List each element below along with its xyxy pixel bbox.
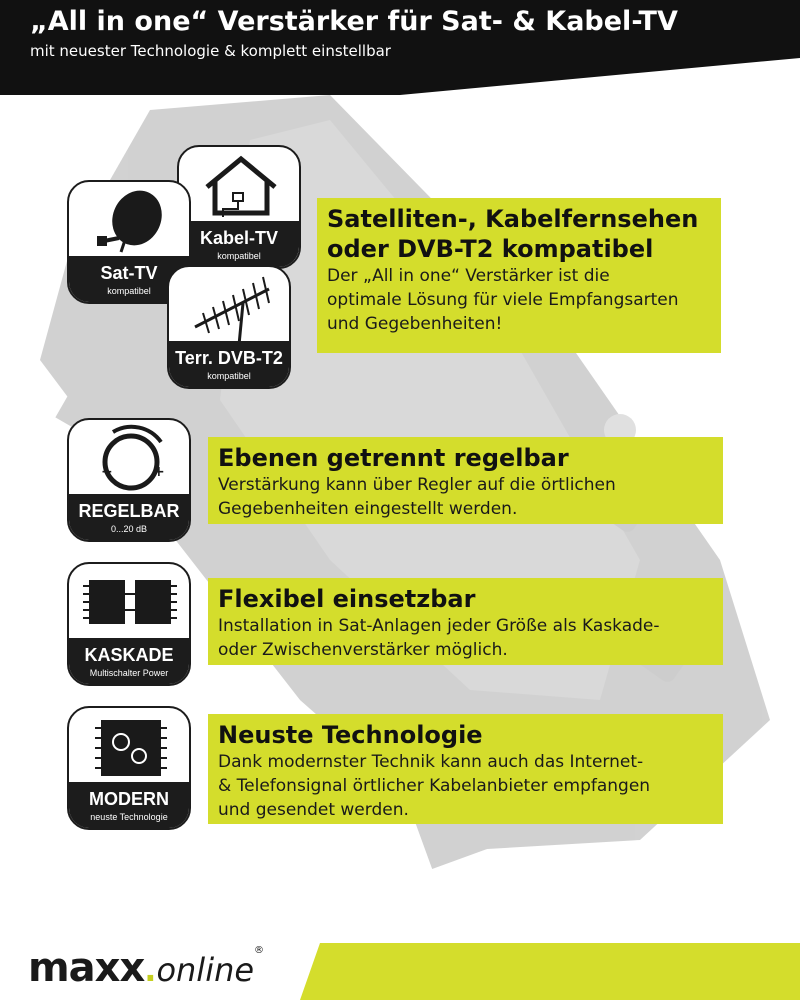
satellite-dish-icon <box>69 182 191 262</box>
tile-subtitle: kompatibel <box>207 371 251 381</box>
chip-gears-icon <box>69 708 191 788</box>
feature-title: Flexibel einsetzbar <box>218 585 476 613</box>
feature-box-technology <box>208 714 723 824</box>
tile-subtitle: 0...20 dB <box>110 524 148 534</box>
feature-title: oder DVB-T2 kompatibel <box>327 235 654 263</box>
tile-kaskade <box>67 562 191 686</box>
feature-title: Ebenen getrennt regelbar <box>218 444 569 472</box>
tile-subtitle: kompatibel <box>107 286 151 296</box>
tile-title: REGELBAR <box>78 501 180 521</box>
tile-subtitle: neuste Technologie <box>90 812 168 822</box>
dial-icon <box>69 420 191 500</box>
feature-text: Installation in Sat-Anlagen jeder Größe als Kaskade- <box>218 616 660 636</box>
feature-box-adjustable <box>208 437 723 524</box>
feature-box-flexible <box>208 578 723 665</box>
chips-icon <box>69 564 191 644</box>
feature-text: oder Zwischenverstärker möglich. <box>218 640 508 660</box>
feature-text: Gegebenheiten eingestellt werden. <box>218 499 518 519</box>
antenna-icon <box>169 267 291 347</box>
feature-text: Dank modernster Technik kann auch das Internet- <box>218 752 644 772</box>
tile-title: KASKADE <box>84 645 174 665</box>
feature-text: Verstärkung kann über Regler auf die örtlichen <box>218 475 616 495</box>
tile-title: MODERN <box>89 789 169 809</box>
logo-dot: . <box>144 951 157 989</box>
tile-kabel-tv <box>177 145 301 269</box>
brand-logo <box>28 945 264 991</box>
svg-text:+: + <box>153 464 165 480</box>
tile-subtitle: Multischalter Power <box>89 668 169 678</box>
tile-title: Terr. DVB-T2 <box>175 348 283 368</box>
page-title: „All in one“ Verstärker für Sat- & Kabel-TV <box>30 6 678 37</box>
tile-modern <box>67 706 191 830</box>
logo-maxx: maxx <box>28 945 145 991</box>
feature-title: Satelliten-, Kabelfernsehen <box>327 205 699 233</box>
tile-title: Sat-TV <box>100 263 158 283</box>
tile-subtitle: kompatibel <box>217 251 261 261</box>
house-cable-icon <box>179 147 301 227</box>
feature-text: optimale Lösung für viele Empfangsarten <box>327 290 679 310</box>
tile-terr-dvb-t2 <box>167 265 291 389</box>
feature-box-compatibility <box>317 198 721 353</box>
feature-text: Der „All in one“ Verstärker ist die <box>327 266 610 286</box>
tile-regelbar <box>67 418 191 542</box>
logo-registered-mark: ® <box>254 945 265 956</box>
feature-text: & Telefonsignal örtlicher Kabelanbieter empfangen <box>218 776 651 796</box>
feature-title: Neuste Technologie <box>218 721 483 749</box>
svg-text:−: − <box>101 464 113 480</box>
logo-online: online <box>156 951 255 989</box>
tile-title: Kabel-TV <box>199 228 278 248</box>
feature-text: und Gegebenheiten! <box>327 314 503 334</box>
page-subtitle: mit neuester Technologie & komplett einstellbar <box>30 42 391 60</box>
feature-text: und gesendet werden. <box>218 800 409 820</box>
header-banner <box>0 0 800 95</box>
